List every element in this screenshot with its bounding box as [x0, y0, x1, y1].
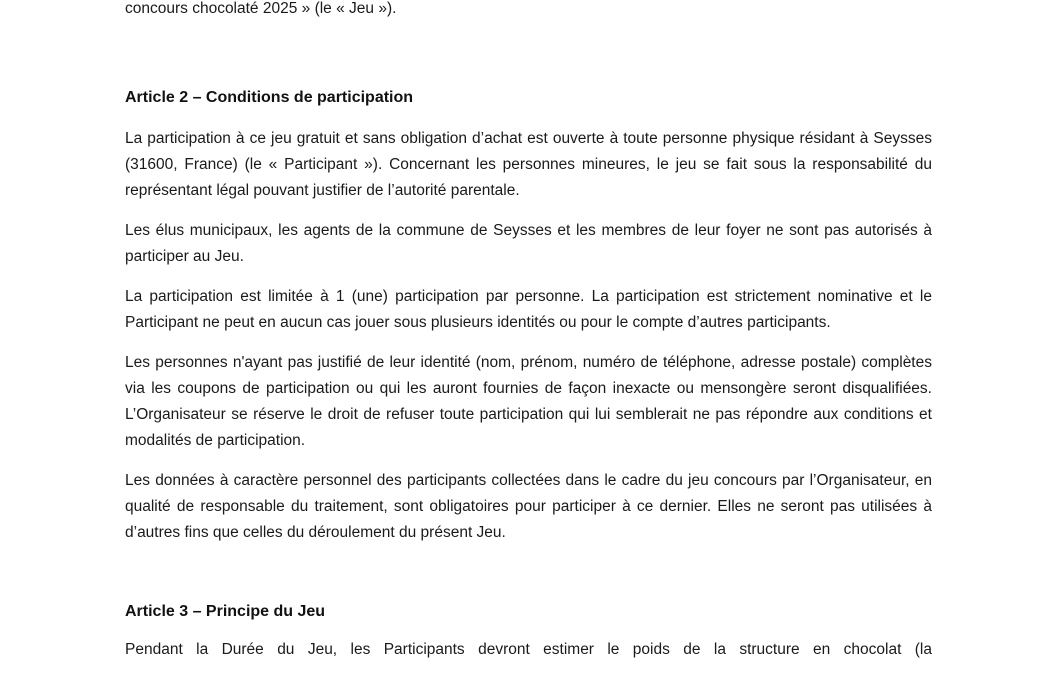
paragraph-participation-limitee: La participation est limitée à 1 (une) participation par personne. La participation est strictement nominative et le Participant ne peut en aucun cas jouer sous plusieurs identités ou pour le compte d’autres participants.	[125, 288, 932, 331]
section-heading-article-3: Article 3 – Principe du Jeu	[125, 603, 326, 620]
paragraph-continuation: concours chocolaté 2025 » (le « Jeu »).	[125, 0, 397, 17]
paragraph-identite-justifiee: Les personnes n'ayant pas justifié de leur identité (nom, prénom, numéro de téléphone, adresse postale) complètes via les coupons de participation ou qui les auront fournies de façon inexacte ou mensongère seront disqualifiées. L’Organisateur se réserve le droit de refuser toute participation qui lui semblerait ne pas répondre aux conditions et modalités de participation.	[125, 354, 932, 449]
paragraph-principe-du-jeu: Pendant la Durée du Jeu, les Participants devront estimer le poids de la structure en chocolat (la	[125, 641, 932, 658]
paragraph-participation-ouverte: La participation à ce jeu gratuit et sans obligation d’achat est ouverte à toute personne physique résidant à Seysses (31600, France) (le « Participant »). Concernant les personnes mineures, le jeu se fait sous la responsabilité du représentant légal pouvant justifier de l’autorité parentale.	[125, 130, 932, 199]
section-heading-article-2: Article 2 – Conditions de participation	[125, 89, 414, 106]
paragraph-elus-municipaux: Les élus municipaux, les agents de la commune de Seysses et les membres de leur foyer ne sont pas autorisés à participer au Jeu.	[125, 222, 932, 265]
paragraph-donnees-personnelles: Les données à caractère personnel des participants collectées dans le cadre du jeu concours par l’Organisateur, en qualité de responsable du traitement, sont obligatoires pour participer à ce dernier. Elles ne seront pas utilisées à d’autres fins que celles du déroulement du présent Jeu.	[125, 472, 932, 541]
